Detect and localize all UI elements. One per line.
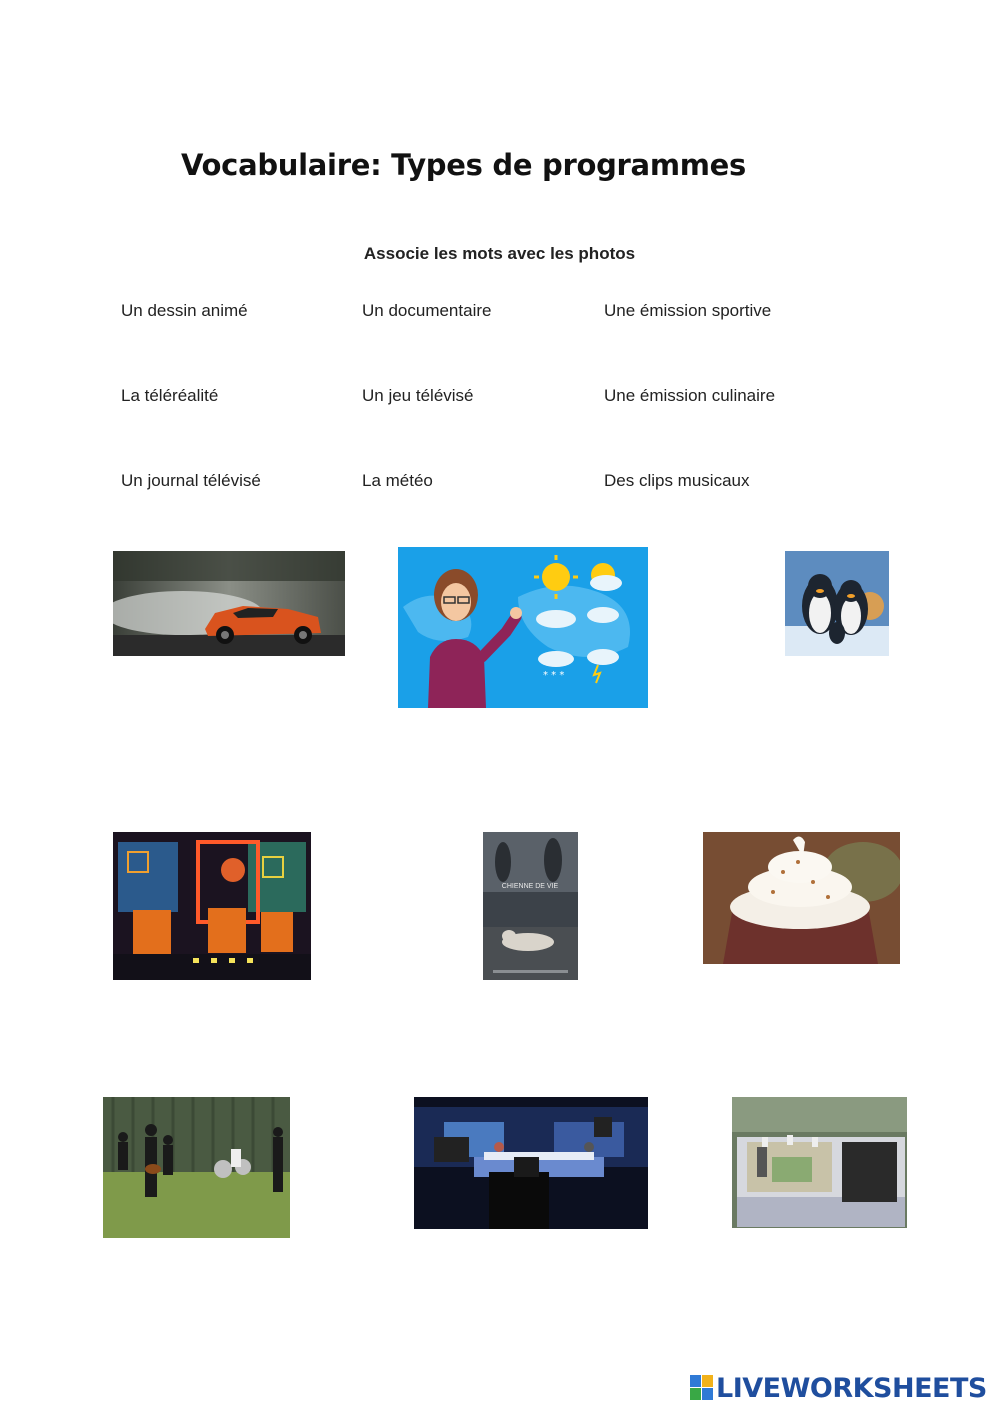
- photo-reality-show-house: [732, 1097, 907, 1228]
- word-item: Un jeu télévisé: [362, 386, 474, 405]
- photo-documentary-poster: [483, 832, 578, 980]
- word-item: La téléréalité: [121, 386, 219, 405]
- photo-cartoon-penguins: [785, 551, 889, 656]
- photo-game-show-set: [113, 832, 311, 980]
- word-item: Un dessin animé: [121, 301, 248, 320]
- liveworksheets-logo: [690, 1372, 987, 1404]
- photo-band-playing-outdoors: [103, 1097, 290, 1238]
- brand-blocks-icon: [690, 1375, 714, 1401]
- word-item: Un journal télévisé: [121, 471, 261, 490]
- photo-weather-presenter: [398, 547, 648, 708]
- photo-racing-car: [113, 551, 345, 656]
- word-item: Un documentaire: [362, 301, 492, 320]
- brand-name: LIVEWORKSHEETS: [716, 1372, 987, 1404]
- word-item: La météo: [362, 471, 433, 490]
- word-item: Une émission sportive: [604, 301, 772, 320]
- word-item: Des clips musicaux: [604, 471, 750, 490]
- word-item: Une émission culinaire: [604, 386, 776, 405]
- worksheet-title: Vocabulaire: Types de programmes: [181, 148, 746, 182]
- instruction-text: Associe les mots avec les photos: [363, 244, 636, 263]
- photo-whipped-cream-dessert: [703, 832, 900, 964]
- svg-text:* * *: * * *: [543, 670, 565, 681]
- photo-news-studio: [414, 1097, 648, 1229]
- poster-title: CHIENNE DE VIE: [501, 883, 559, 890]
